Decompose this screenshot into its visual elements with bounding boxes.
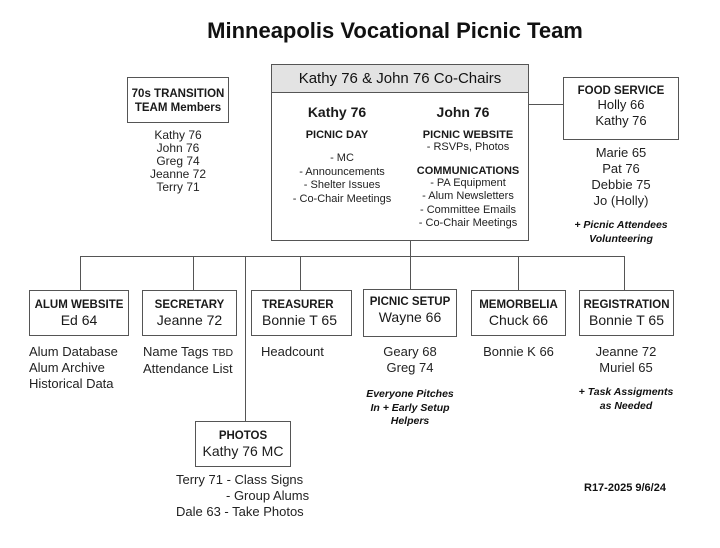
transition-team-title-2: TEAM Members (134, 102, 222, 114)
member: Jeanne 72 (595, 344, 657, 359)
duty-item: - PA Equipment (430, 176, 506, 189)
role-title: FOOD SERVICE (577, 85, 665, 97)
photos-box (195, 421, 291, 467)
member: Pat 76 (602, 161, 640, 176)
note-line: as Needed (599, 399, 653, 412)
food-service-note (553, 219, 689, 246)
member: Name Tags TBD (143, 344, 234, 359)
member: John 76 (156, 141, 200, 155)
co-chair-john (408, 93, 528, 231)
connector-treasurer (300, 256, 301, 290)
member: Geary 68 (383, 344, 437, 359)
duty-item: - MC (330, 152, 354, 164)
memorbelia-members (466, 344, 571, 360)
transition-team-box (127, 77, 229, 123)
lead: Kathy 76 MC (202, 443, 284, 459)
co-chair-kathy (282, 93, 402, 206)
secretary-box (142, 290, 237, 336)
note-line: Volunteering (589, 232, 653, 245)
connector-memorbelia (518, 256, 519, 290)
connector-registration (624, 256, 625, 290)
section-title: PICNIC DAY (305, 129, 369, 141)
member: Muriel 65 (599, 360, 653, 375)
lead: Jeanne 72 (156, 312, 223, 328)
lead: Kathy 76 (595, 113, 647, 128)
picnic-setup-members (355, 344, 465, 376)
member: - Group Alums (226, 488, 310, 503)
transition-team-title-1: 70s TRANSITION (131, 88, 225, 100)
role-title: PHOTOS (218, 430, 268, 442)
duty-item: - Co-Chair Meetings (418, 217, 518, 229)
duty-item: - Shelter Issues (303, 179, 381, 191)
tbd-tag: TBD (212, 347, 234, 359)
picnic-setup-note (350, 388, 470, 429)
member: Debbie 75 (591, 177, 651, 192)
note-line: In + Early Setup (370, 401, 450, 414)
co-chair-name: Kathy 76 (307, 104, 367, 120)
registration-box (579, 290, 674, 336)
secretary-members (143, 344, 253, 377)
member: Alum Database (29, 344, 118, 359)
connector-alum-website (80, 256, 81, 290)
role-title: SECRETARY (154, 299, 225, 311)
revision-label: R17-2025 9/6/24 (584, 482, 666, 494)
connector-photos (245, 256, 246, 421)
role-title: ALUM WEBSITE (34, 299, 124, 311)
role-title: REGISTRATION (583, 299, 670, 311)
lead: Chuck 66 (488, 312, 549, 328)
duty-item: - RSVPs, Photos (426, 141, 510, 153)
section-title: COMMUNICATIONS (416, 164, 520, 177)
duty-item: - Committee Emails (420, 203, 516, 216)
member: Terry 71 (156, 180, 200, 194)
member: Jeanne 72 (149, 167, 207, 181)
note-line: Helpers (390, 415, 430, 427)
duty-item: - Announcements (299, 165, 385, 178)
lead: Bonnie T 65 (262, 312, 337, 328)
connector-bus (80, 256, 625, 257)
page-title: Minneapolis Vocational Picnic Team (207, 18, 583, 43)
member: Alum Archive (29, 360, 105, 375)
lead: Ed 64 (60, 312, 98, 328)
member: Terry 71 - Class Signs (176, 472, 304, 487)
lead: Wayne 66 (378, 309, 442, 325)
role-title: TREASURER (262, 299, 334, 311)
memorbelia-box (471, 290, 566, 336)
member: Greg 74 (386, 360, 434, 375)
note-line: Everyone Pitches (366, 388, 454, 400)
member: Bonnie K 66 (483, 344, 554, 359)
food-service-members (563, 145, 679, 209)
member: Kathy 76 (154, 128, 202, 142)
picnic-setup-box (363, 289, 457, 337)
connector-cochairs-down (410, 240, 411, 257)
note-line: + Task Assigments (578, 386, 674, 398)
member: Jo (Holly) (593, 193, 649, 208)
photos-members (176, 472, 336, 520)
connector-secretary (193, 256, 194, 290)
alum-website-members (29, 344, 139, 392)
member: Dale 63 - Take Photos (176, 504, 304, 519)
food-service-box (563, 77, 679, 140)
registration-note (561, 386, 691, 413)
lead: Holly 66 (597, 97, 645, 112)
connector-picnic-setup (410, 256, 411, 290)
co-chairs-box (271, 64, 529, 241)
co-chairs-header: Kathy 76 & John 76 Co-Chairs (272, 65, 528, 93)
member: Marie 65 (595, 145, 647, 160)
connector-food-service (528, 104, 563, 105)
duty-item: - Co-Chair Meetings (292, 192, 392, 205)
duty-item: - Alum Newsletters (422, 190, 514, 202)
registration-members (571, 344, 681, 376)
co-chair-name: John 76 (436, 104, 490, 120)
transition-team-members (127, 129, 229, 194)
role-title: MEMORBELIA (479, 299, 558, 311)
member: Headcount (261, 344, 324, 359)
treasurer-members (261, 344, 361, 360)
treasurer-box (251, 290, 352, 336)
lead: Bonnie T 65 (589, 312, 664, 328)
member: Attendance List (143, 361, 233, 376)
member: Historical Data (29, 376, 114, 391)
section-title: PICNIC WEBSITE (422, 129, 514, 141)
alum-website-box (29, 290, 129, 336)
role-title: PICNIC SETUP (369, 296, 451, 308)
member: Greg 74 (156, 154, 200, 168)
note-line: + Picnic Attendees (574, 219, 668, 231)
